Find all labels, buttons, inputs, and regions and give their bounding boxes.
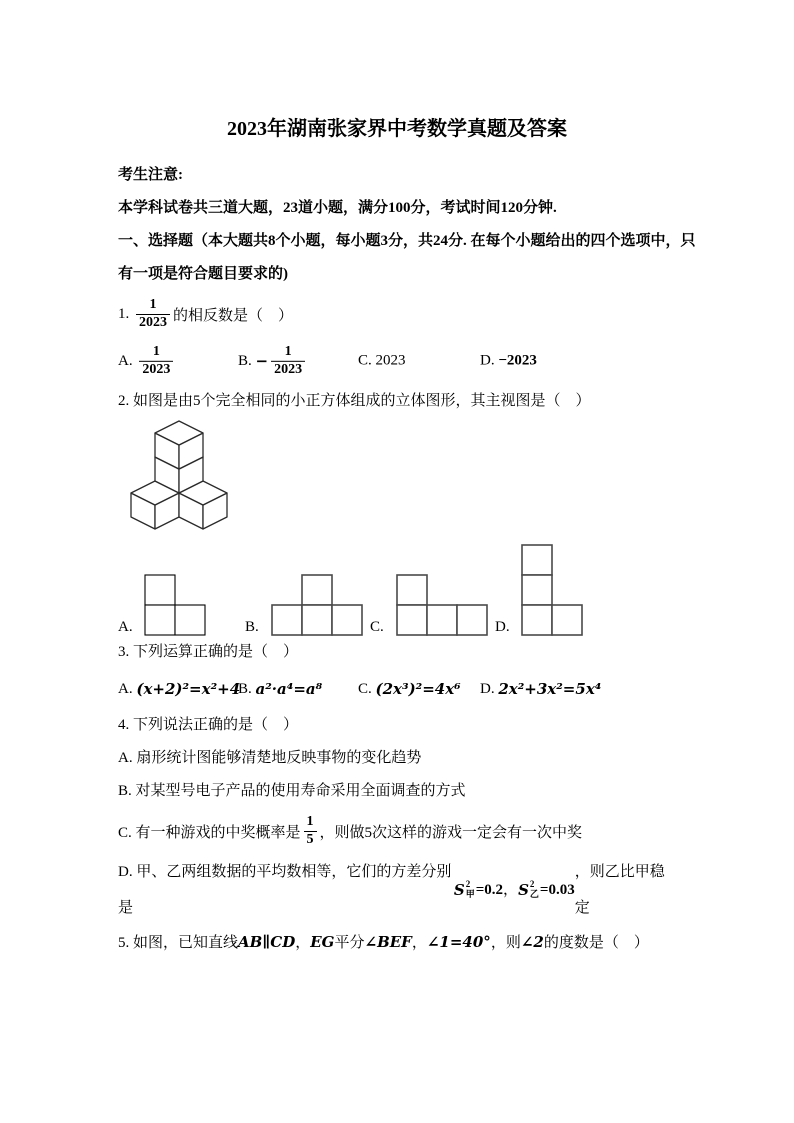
q4-variance-jia-value: =0.2 <box>475 882 504 898</box>
q5-text-4: ， <box>411 935 427 951</box>
q3-option-b-formula: a²·a⁴=a⁸ <box>255 680 323 698</box>
q1-fraction <box>136 298 170 330</box>
q4-variance-yi-value: =0.03 <box>539 882 575 898</box>
q1-option-b-denominator: 2023 <box>271 361 305 378</box>
q1-option-d-label: D. <box>480 352 499 369</box>
q4-option-c-post: ，则做5次这样的游戏一定会有一次中奖 <box>319 824 583 841</box>
q1-option-a-fraction <box>139 345 173 377</box>
q2-option-a-view-figure <box>144 574 206 636</box>
q1-option-d-value: −2023 <box>498 352 537 369</box>
q3-option-c <box>358 680 461 698</box>
q4-variance-jia-sub: 甲 <box>465 889 475 899</box>
q2-option-d <box>495 544 583 636</box>
q1-option-b-numerator: 1 <box>284 343 292 359</box>
q2-option-b-label: B. <box>245 619 263 635</box>
q5-text-3: 平分 <box>334 935 365 951</box>
q3-option-a <box>118 680 240 698</box>
q4-variance-jia-scripts <box>466 880 475 900</box>
q4-variance-yi-scripts <box>530 880 539 900</box>
q5-math-angle-bef: ∠BEF <box>364 933 412 951</box>
q4-option-d <box>118 854 676 926</box>
q3-option-c-formula: (2x³)²=4x⁶ <box>375 680 461 698</box>
q4-variance-yi <box>518 872 575 908</box>
question-5-text <box>118 926 676 960</box>
q5-math-eg: EG <box>310 933 335 951</box>
q1-option-c-value: 2023 <box>375 352 406 369</box>
q1-option-a-numerator: 1 <box>152 343 160 359</box>
q2-option-c <box>370 574 488 636</box>
q2-solid-figure-wrap <box>118 420 676 534</box>
q1-number: 1. <box>118 305 133 322</box>
q2-option-d-label: D. <box>495 619 514 635</box>
q3-option-d <box>480 680 601 698</box>
q5-text-6: 的度数是（ ） <box>543 935 649 951</box>
q1-option-b-fraction <box>271 345 305 377</box>
question-3-text: 3. 下列运算正确的是（ ） <box>118 644 299 660</box>
notice-label: 考生注意: <box>118 167 183 183</box>
q1-option-b-minus-sign: − <box>255 352 269 370</box>
question-3-options <box>118 669 676 709</box>
q4-variance-jia-base: S <box>453 881 465 899</box>
q1-option-a-denominator: 2023 <box>139 361 173 378</box>
q2-option-b <box>245 574 363 636</box>
q2-option-b-view-figure <box>271 574 363 636</box>
q5-text-5: ，则 <box>490 935 521 951</box>
q4-option-d-comma: ， <box>503 882 519 898</box>
q4-variance-yi-base: S <box>518 881 529 899</box>
question-4-text: 4. 下列说法正确的是（ ） <box>118 717 299 733</box>
q1-fraction-denominator: 2023 <box>136 314 170 331</box>
q3-option-d-formula: 2x²+3x²=5x⁴ <box>498 680 602 698</box>
q3-option-b <box>238 680 322 698</box>
notice-text: 本学科试卷共三道大题，23道小题，满分100分，考试时间120分钟. <box>118 200 557 216</box>
q3-option-c-label: C. <box>358 680 376 697</box>
question-1-options <box>118 337 676 385</box>
q5-math-angle1-40deg: ∠1=40° <box>426 933 491 951</box>
q5-math-angle2: ∠2 <box>520 933 544 951</box>
q1-question-suffix: 的相反数是（ ） <box>173 307 294 324</box>
q2-option-c-label: C. <box>370 619 388 635</box>
q1-option-b <box>238 345 308 377</box>
q4-variance-yi-sub: 乙 <box>529 889 539 899</box>
section1-heading-line2: 有一项是符合题目要求的) <box>118 266 288 282</box>
q4-option-c-denominator: 5 <box>304 831 317 848</box>
q4-option-c <box>118 808 676 854</box>
q1-option-d <box>480 353 537 370</box>
q4-variance-yi-sup: 2 <box>529 879 535 890</box>
section1-heading-line1: 一、选择题（本大题共8个小题，每小题3分，共24分. 在每个小题给出的四个选项中，只 <box>118 233 696 249</box>
q5-math-ab-parallel-cd: AB∥CD <box>238 933 296 951</box>
q4-option-a: A. 扇形统计图能够清楚地反映事物的变化趋势 <box>118 750 422 766</box>
question-2-option-figures <box>118 540 676 636</box>
q1-option-c-label: C. <box>358 352 376 369</box>
five-cubes-isometric-figure <box>118 420 240 532</box>
q2-option-d-view-figure <box>521 544 583 636</box>
q4-option-d-post: ，则乙比甲稳定 <box>574 864 665 916</box>
q1-fraction-numerator: 1 <box>149 296 157 312</box>
q1-option-a-label: A. <box>118 352 137 369</box>
q4-variance-jia-sup: 2 <box>465 879 471 890</box>
q1-option-b-label: B. <box>238 352 256 369</box>
q4-option-b: B. 对某型号电子产品的使用寿命采用全面调查的方式 <box>118 783 466 799</box>
q4-option-c-fraction <box>304 815 317 847</box>
q5-text-2: ， <box>295 935 311 951</box>
q2-option-c-view-figure <box>396 574 488 636</box>
page-title: 2023年湖南张家界中考数学真题及答案 <box>227 118 567 140</box>
q1-option-a <box>118 345 176 377</box>
q4-option-c-numerator: 1 <box>306 813 314 829</box>
q3-option-a-label: A. <box>118 680 137 697</box>
q5-text-1: 5. 如图，已知直线 <box>118 935 239 951</box>
q4-variance-jia <box>454 872 503 908</box>
q3-option-a-formula: (x+2)²=x²+4 <box>136 680 241 698</box>
q4-option-d-pre: D. 甲、乙两组数据的平均数相等，它们的方差分别是 <box>118 864 452 916</box>
q3-option-b-label: B. <box>238 680 256 697</box>
q1-option-c <box>358 353 406 370</box>
q4-option-c-pre: C. 有一种游戏的中奖概率是 <box>118 824 301 841</box>
q2-option-a <box>118 574 206 636</box>
question-2-text: 2. 如图是由5个完全相同的小正方体组成的立体图形，其主视图是（ ） <box>118 393 591 409</box>
q3-option-d-label: D. <box>480 680 499 697</box>
question-1-text <box>118 291 676 337</box>
q2-option-a-label: A. <box>118 619 137 635</box>
